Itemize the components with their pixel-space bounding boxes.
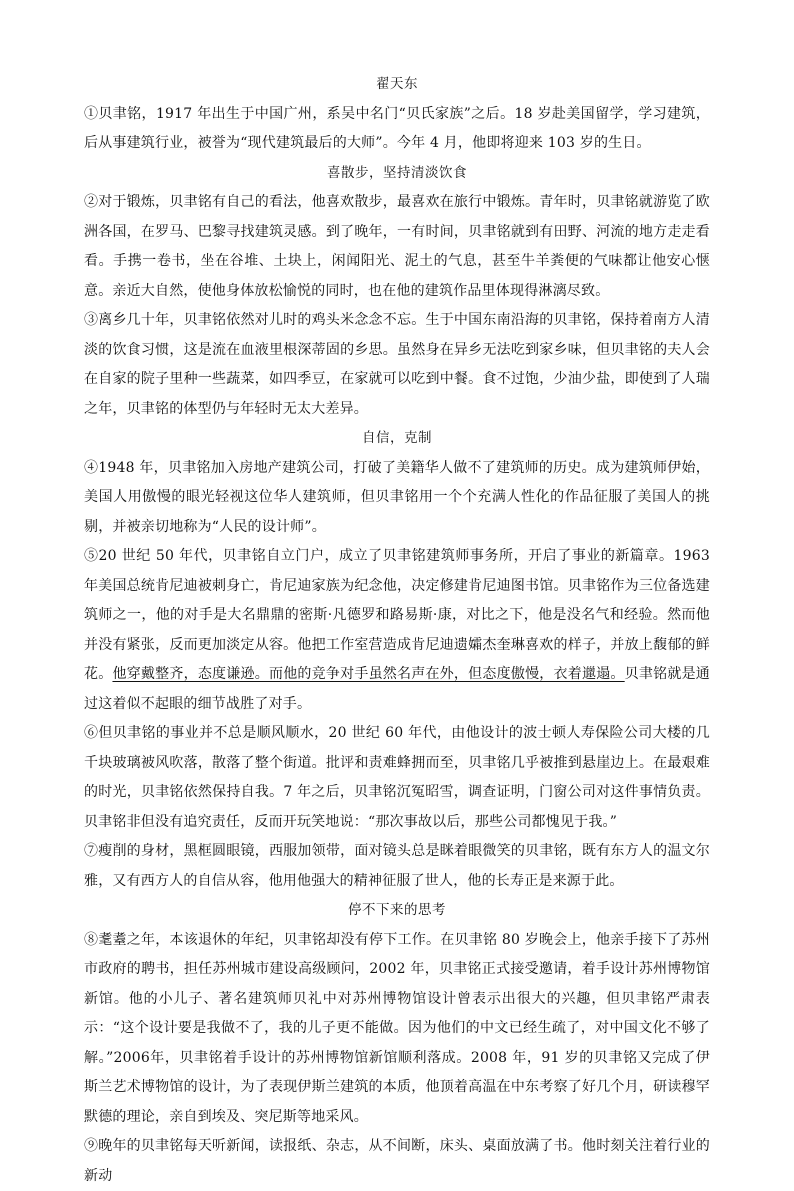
paragraph-2: ②对于锻炼，贝聿铭有自己的看法，他喜欢散步，最喜欢在旅行中锻炼。青年时，贝聿铭就游览了欧洲各国，在罗马、巴黎寻找建筑灵感。到了晚年，一有时间，贝聿铭就到有田野、河流的地方走走看看。手携一卷书，坐在谷堆、土块上，闲闻阳光、泥土的气息，甚至牛羊粪便的气味都让他安心惬意。亲近大自然，使他身体放松愉悦的同时，也在他的建筑作品里体现得淋漓尽致。 bbox=[84, 194, 710, 299]
article-page bbox=[84, 70, 710, 1191]
paragraph-4: ④1948 年，贝聿铭加入房地产建筑公司，打破了美籍华人做不了建筑师的历史。成为建筑师伊始，美国人用傲慢的眼光轻视这位华人建筑师，但贝聿铭用一个个充满人性化的作品征服了美国人的挑剔，并被亲切地称为“人民的设计师”。 bbox=[84, 459, 710, 535]
paragraph-9: ⑨晚年的贝聿铭每天听新闻，读报纸、杂志，从不间断，床头、桌面放满了书。他时刻关注着行业的新动 bbox=[84, 1138, 710, 1184]
section-heading-3: 停不下来的思考 bbox=[348, 902, 446, 918]
article-author-heading: 翟天东 bbox=[376, 76, 418, 92]
paragraph-5 bbox=[84, 542, 710, 719]
paragraph-7: ⑦瘦削的身材，黑框圆眼镜，西服加领带，面对镜头总是眯着眼微笑的贝聿铭，既有东方人的温文尔雅，又有西方人的自信从容，他用他强大的精神征服了世人，他的长寿正是来源于此。 bbox=[84, 843, 710, 889]
paragraph-5-text-a: ⑤20 世纪 50 年代，贝聿铭自立门户，成立了贝聿铭建筑师事务所，开启了事业的新篇章。1963 年美国总统肯尼迪被刺身亡，肯尼迪家族为纪念他，决定修建肯尼迪图书馆。贝聿铭作为三位备选建筑师之一，他的对手是大名鼎鼎的密斯·凡德罗和路易斯·康，对比之下，他是没名气和经验。然而他并没有紧张，反而更加淡定从容。他把工作室营造成肯尼迪遗孀杰奎琳喜欢的样子，并放上馥郁的鲜花。 bbox=[84, 548, 710, 682]
paragraph-1: ①贝聿铭，1917 年出生于中国广州，系吴中名门“贝氏家族”之后。18 岁赴美国留学，学习建筑，后从事建筑行业，被誉为“现代建筑最后的大师”。今年 4 月，他即将迎来 103 岁的生日。 bbox=[84, 105, 710, 151]
paragraph-6: ⑥但贝聿铭的事业并不总是顺风顺水，20 世纪 60 年代，由他设计的波士顿人寿保险公司大楼的几千块玻璃被风吹落，散落了整个街道。批评和责难蜂拥而至，贝聿铭几乎被推到悬崖边上。在最艰难的时光，贝聿铭依然保持自我。7 年之后，贝聿铭沉冤昭雪，调查证明，门窗公司对这件事情负责。贝聿铭非但没有追究责任，反而开玩笑地说：“那次事故以后，那些公司都愧见于我。” bbox=[84, 725, 710, 830]
paragraph-3: ③离乡几十年，贝聿铭依然对儿时的鸡头米念念不忘。生于中国东南沿海的贝聿铭，保持着南方人清淡的饮食习惯，这是流在血液里根深蒂固的乡思。虽然身在异乡无法吃到家乡味，但贝聿铭的夫人会在自家的院子里种一些蔬菜，如四季豆，在家就可以吃到中餐。食不过饱，少油少盐，即使到了人瑞之年，贝聿铭的体型仍与年轻时无太大差异。 bbox=[84, 312, 710, 417]
paragraph-5-text-b: 贝聿铭就是通过这着似不起眼的细节战胜了对手。 bbox=[84, 666, 711, 712]
paragraph-8: ⑧耄耋之年，本该退休的年纪，贝聿铭却没有停下工作。在贝聿铭 80 岁晚会上，他亲手接下了苏州市政府的聘书，担任苏州城市建设高级顾问，2002 年，贝聿铭正式接受邀请，着手设计苏州博物馆新馆。他的小儿子、著名建筑师贝礼中对苏州博物馆设计曾表示出很大的兴趣，但贝聿铭严肃表示：“这个设计要是我做不了，我的儿子更不能做。因为他们的中文已经生疏了，对中国文化不够了解。”2006年，贝聿铭着手设计的苏州博物馆新馆顺利落成。2008 年，91 岁的贝聿铭又完成了伊斯兰艺术博物馆的设计，为了表现伊斯兰建筑的本质，他顶着高温在中东考察了好几个月，研读穆罕默德的理论，亲自到埃及、突尼斯等地采风。 bbox=[84, 931, 710, 1125]
section-heading-2: 自信，克制 bbox=[362, 430, 432, 446]
section-heading-1: 喜散步，坚持清淡饮食 bbox=[327, 164, 467, 181]
underlined-sentence: 他穿戴整齐，态度谦逊。而他的竞争对手虽然名声在外，但态度傲慢，衣着邋遢。 bbox=[112, 666, 625, 682]
